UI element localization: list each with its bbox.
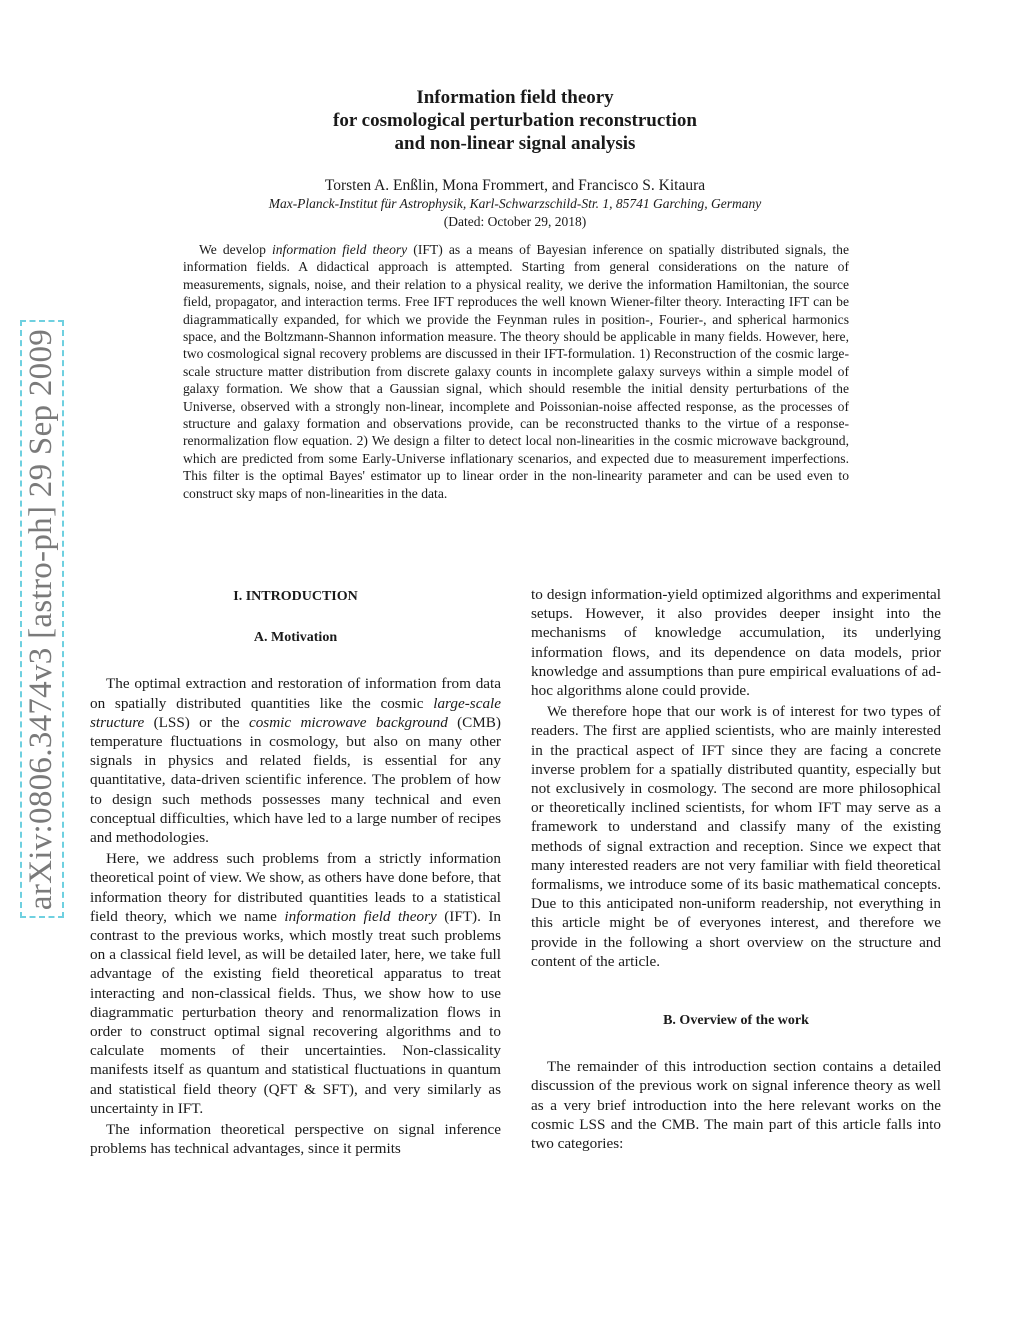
p2-emphasis-ift: information field theory xyxy=(284,907,437,925)
right-column xyxy=(531,585,941,1153)
abstract-text-post: (IFT) as a means of Bayesian inference on spatially distributed signals, the information fields. A didactical approach is attempted. Starting from general considerations on the nature of measurements, signals, noise, and their relation to a physical reality, we derive the information Hamiltonian, the source field, propagator, and interaction terms. Free IFT reproduces the well known Wiener-filter theory. Interacting IFT can be diagrammatically expanded, for which we provide the Feynman rules in position-, Fourier-, and spherical harmonics space, and the Boltzmann-Shannon information measure. The theory should be applicable in many fields. However, here, two cosmological signal recovery problems are discussed in their IFT-formulation. 1) Reconstruction of the cosmic large-scale structure matter distribution from discrete galaxy counts in incomplete galaxy surveys within a simple model of galaxy formation. We show that a Gaussian signal, which should resemble the initial density perturbations of the Universe, observed with a strongly non-linear, incomplete and Poissonian-noise affected response, as the processes of structure and galaxy formation and observations provide, can be reconstructed thanks to the virtue of a response-renormalization flow equation. 2) We design a filter to detect local non-linearities in the cosmic microwave background, which are predicted from some Early-Universe inflationary scenarios, and expected due to measurement imperfections. This filter is the optimal Bayes' estimator up to linear order in the non-linearity parameter and can be used even to construct sky maps of non-linearities in the data. xyxy=(183,242,849,501)
subsection-heading-overview: B. Overview of the work xyxy=(663,1013,809,1029)
paragraph-motivation-3: The information theoretical perspective on signal inference problems has technical advantages, since it permits xyxy=(90,1121,501,1158)
title-line-2: for cosmological perturbation reconstruction xyxy=(333,110,697,131)
paper-title xyxy=(180,86,850,155)
paragraph-motivation-2 xyxy=(90,849,501,1118)
section-heading-introduction: I. INTRODUCTION xyxy=(233,589,358,604)
abstract-emphasis: information field theory xyxy=(271,242,408,257)
paragraph-readership: We therefore hope that our work is of interest for two types of readers. The first are applied scientists, who are mainly interested in the practical aspect of IFT since they are facing a concrete inverse problem for a spatially distributed quantity, especially but not exclusively in cosmology. The second are more philosophical or theoretically inclined scientists, for whom IFT may serve as a framework to understand and classify many of the existing methods of signal extraction and reception. Since we expect that many interested readers are not very familiar with field theoretical formalisms, we introduce some of its basic mathematical concepts. Due to this anticipated non-uniform readership, not everything in this article might be of everyones interest, and therefore we provide in the following a short overview on the structure and content of the article. xyxy=(531,703,941,970)
p1-text-c: (CMB) temperature fluctuations in cosmology, but also on many other signals in physics and related fields, is essential for any quantitative, data-driven scientific inference. The problem of how to design such methods possesses many technical and even conceptual difficulties, which have led to a large number of recipes and methodologies. xyxy=(90,713,501,847)
arxiv-identifier: arXiv:0806.3474v3 [astro-ph] 29 Sep 2009 xyxy=(23,328,60,910)
p2-text-b: (IFT). In contrast to the previous works, which mostly treat such problems on a classical field level, as will be detailed later, here, we take full advantage of the existing field theoretical apparatus to treat interacting and non-classical fields. Thus, we show how to use diagrammatic perturbation theory and renormalization flows in order to construct optimal signal recovering algorithms and to calculate moments of their uncertainties. Non-classicality manifests itself as quantum and statistical fluctuations in quantum and statistical field theory (QFT & SFT), and very similarly as uncertainty in IFT. xyxy=(90,907,501,1117)
abstract xyxy=(183,241,849,502)
p1-text-a: The optimal extraction and restoration of information from data on spatially distributed quantities like the cosmic xyxy=(90,675,501,712)
title-line-3: and non-linear signal analysis xyxy=(394,133,636,154)
subsection-heading-motivation: A. Motivation xyxy=(253,630,338,646)
p1-emphasis-lss: large-scale structure xyxy=(90,694,501,731)
author-list: Torsten A. Enßlin, Mona Frommert, and Francisco S. Kitaura xyxy=(324,177,706,194)
arxiv-identifier-stamp xyxy=(20,320,64,918)
affiliation: Max-Planck-Institut für Astrophysik, Karl-Schwarzschild-Str. 1, 85741 Garching, Germany xyxy=(268,196,762,211)
paragraph-overview: The remainder of this introduction section contains a detailed discussion of the previous work on signal inference theory as well as a very brief introduction into the here relevant works on the cosmic LSS and the CMB. The main part of this article falls into two categories: xyxy=(531,1058,941,1153)
paragraph-motivation-1 xyxy=(90,674,501,847)
p1-text-b: (LSS) or the xyxy=(144,713,249,731)
left-column xyxy=(90,583,501,1158)
title-line-1: Information field theory xyxy=(416,87,614,108)
p2-text-a: Here, we address such problems from a strictly information theoretical point of view. We show, as others have done before, that information theory for distributed quantities leads to a statistical field theory, which we name xyxy=(90,850,501,925)
paragraph-continued: to design information-yield optimized algorithms and experimental setups. However, it also provides deeper insight into the mechanisms of knowledge accumulation, its underlying information flows, and its dependence on data models, prior knowledge and assumptions than pure empirical evaluations of ad-hoc algorithms alone could provide. xyxy=(531,586,941,700)
p1-emphasis-cmb: cosmic microwave background xyxy=(248,713,448,731)
date-line: (Dated: October 29, 2018) xyxy=(443,214,587,229)
abstract-text-pre: We develop xyxy=(199,242,272,257)
